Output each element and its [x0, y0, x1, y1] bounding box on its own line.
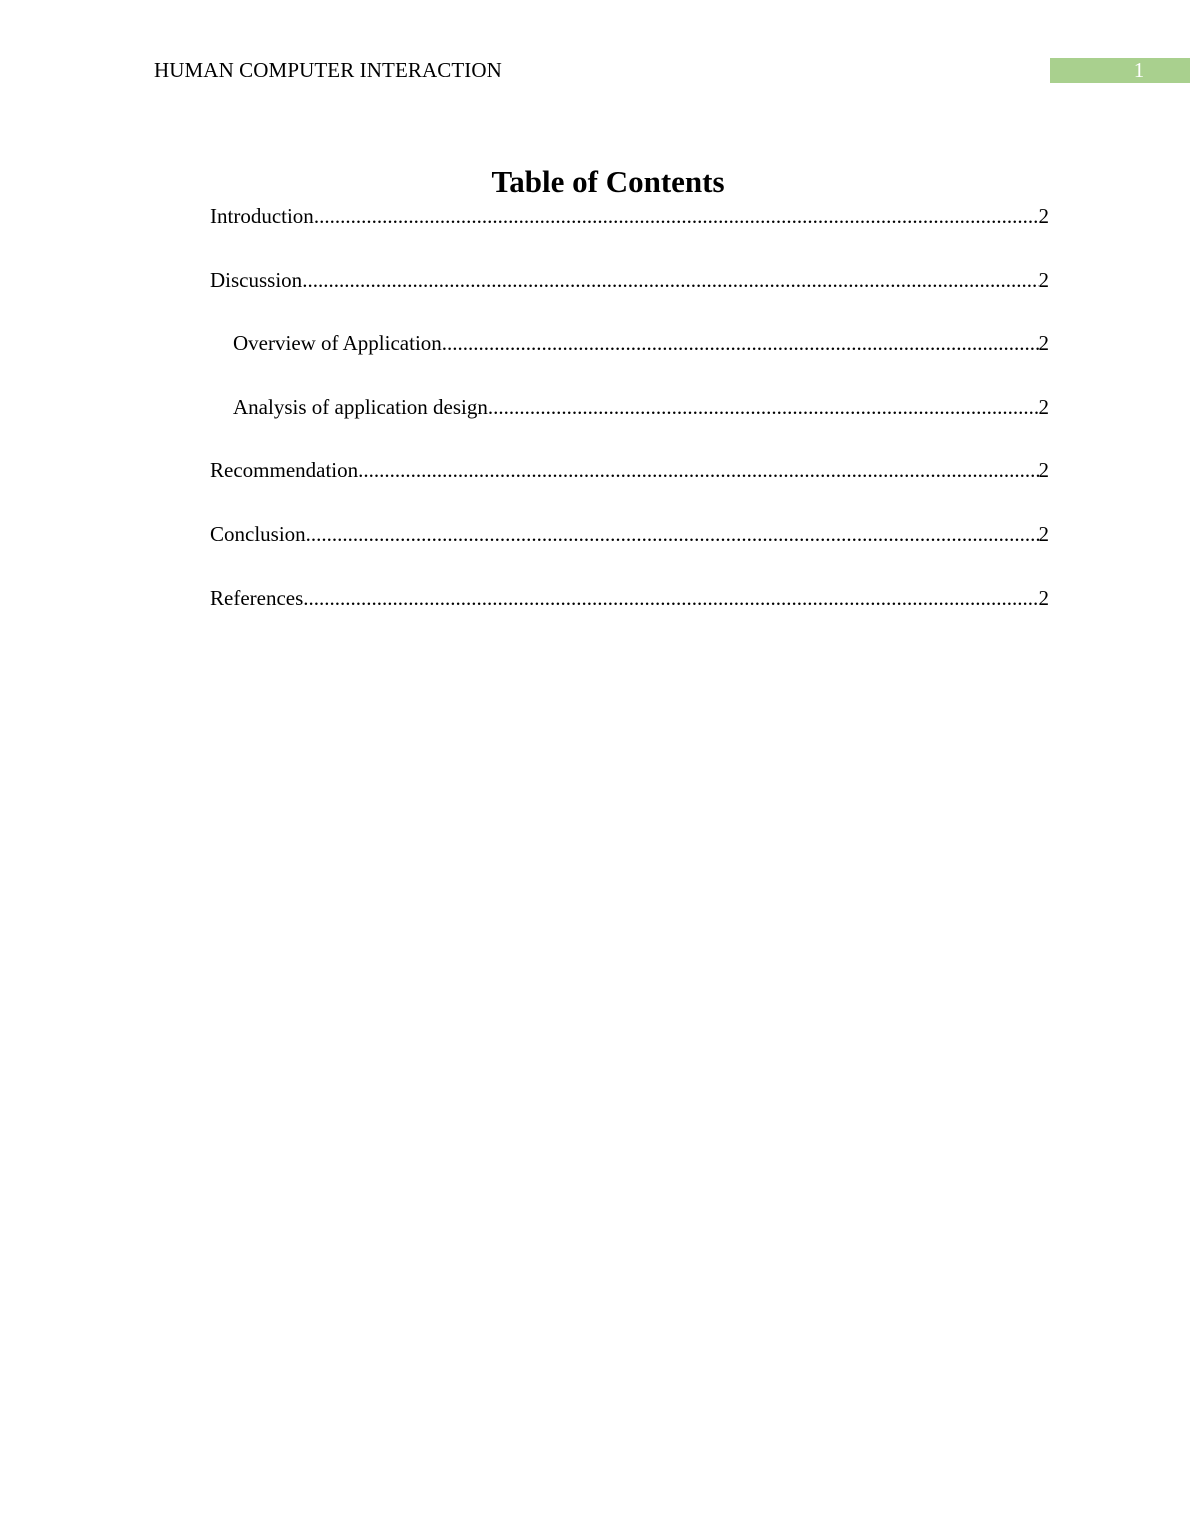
- toc-entry-page: 2: [1038, 585, 1049, 610]
- toc-entry-introduction[interactable]: [210, 202, 1049, 266]
- toc-entry-analysis-of-application-design[interactable]: [210, 393, 1049, 457]
- toc-heading: Table of Contents: [491, 164, 725, 199]
- dot-leader: [303, 584, 1038, 612]
- toc-entry-page: 2: [1038, 521, 1049, 546]
- toc-entry-page: 2: [1038, 204, 1049, 228]
- dot-leader: [314, 202, 1039, 230]
- dot-leader: [302, 266, 1038, 294]
- dot-leader: [306, 520, 1039, 548]
- dot-leader: [488, 393, 1039, 421]
- toc-entry-page: 2: [1038, 394, 1049, 419]
- toc-entry-label: Conclusion: [210, 521, 306, 546]
- toc-entry-page: 2: [1038, 267, 1049, 292]
- toc-entry-label: Recommendation: [210, 458, 359, 483]
- dot-leader: [442, 329, 1039, 357]
- toc-entry-discussion[interactable]: [210, 266, 1049, 330]
- toc-entry-label: Overview of Application: [233, 331, 442, 356]
- toc-entry-label: Analysis of application design: [233, 394, 488, 419]
- toc-entry-label: References: [210, 585, 304, 610]
- running-header-title: HUMAN COMPUTER INTERACTION: [154, 58, 502, 82]
- toc-entry-references[interactable]: [210, 584, 1049, 648]
- toc-list: [210, 202, 1049, 647]
- toc-entry-page: 2: [1038, 331, 1049, 356]
- toc-entry-overview-of-application[interactable]: [210, 329, 1049, 393]
- page-number-badge: 1: [1050, 58, 1190, 83]
- toc-entry-conclusion[interactable]: [210, 520, 1049, 584]
- dot-leader: [358, 456, 1038, 484]
- toc-entry-label: Discussion: [210, 267, 303, 292]
- toc-entry-page: 2: [1038, 458, 1049, 483]
- toc-entry-recommendation[interactable]: [210, 456, 1049, 520]
- toc-entry-label: Introduction: [210, 204, 314, 228]
